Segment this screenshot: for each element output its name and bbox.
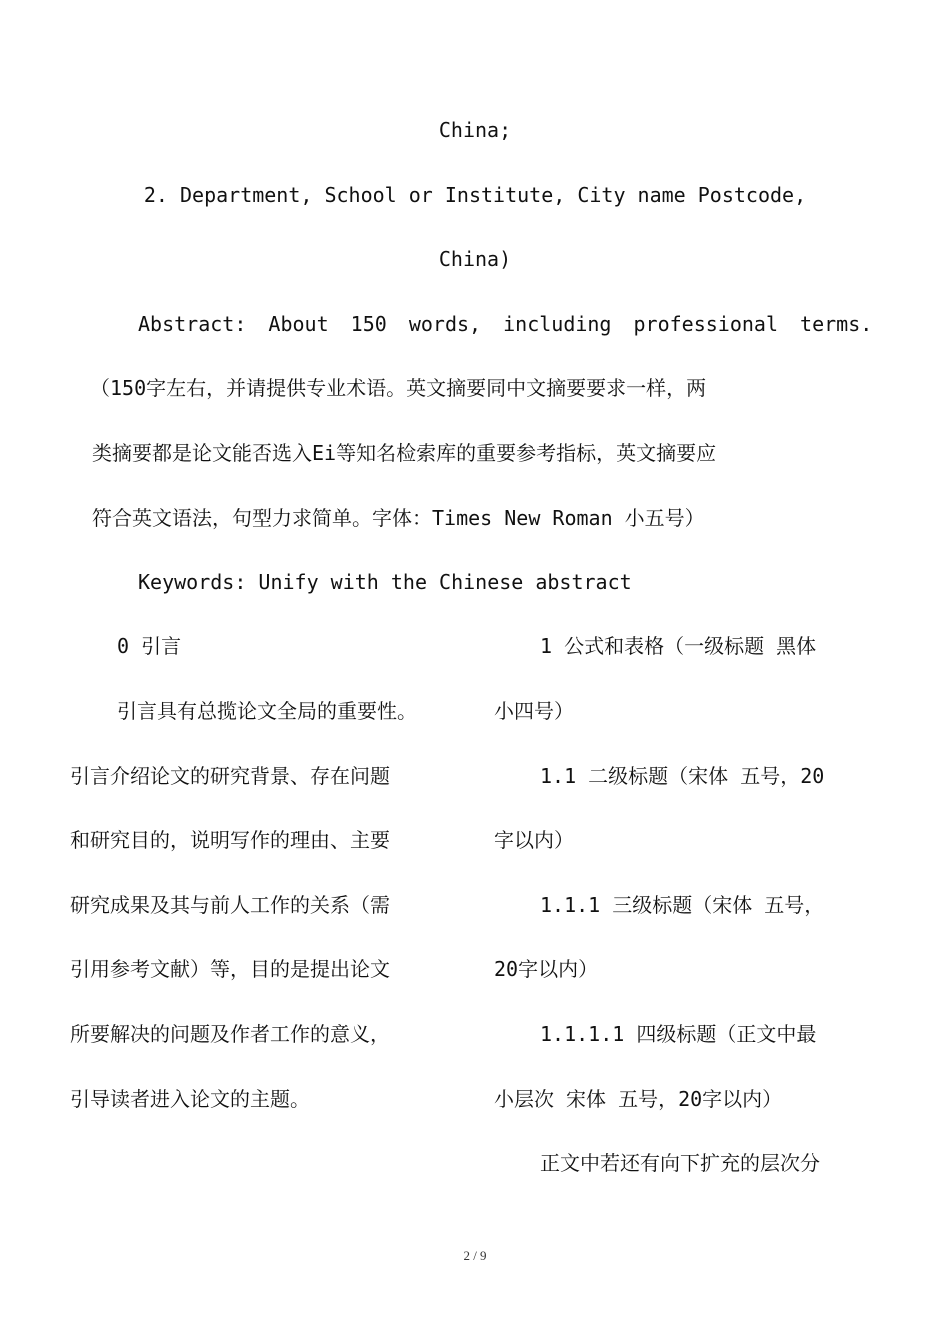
heading-level-1-cont: 小四号） — [494, 699, 574, 723]
intro-text-line: 引言介绍论文的研究背景、存在问题 — [70, 764, 390, 788]
heading-level-4-cont: 小层次 宋体 五号，20字以内） — [494, 1087, 783, 1111]
affiliation-line-3: China) — [438, 247, 512, 271]
heading-level-1: 1 公式和表格（一级标题 黑体 — [540, 634, 817, 658]
affiliation-line-1: China; — [438, 118, 512, 142]
abstract-chinese-line-2: 类摘要都是论文能否选入Ei等知名检索库的重要参考指标，英文摘要应 — [92, 441, 717, 465]
intro-text-line: 和研究目的，说明写作的理由、主要 — [70, 828, 390, 852]
intro-text-line: 研究成果及其与前人工作的关系（需 — [70, 893, 390, 917]
abstract-chinese-line-3: 符合英文语法，句型力求简单。字体：Times New Roman 小五号） — [92, 506, 705, 530]
keywords-line: Keywords: Unify with the Chinese abstract — [138, 570, 632, 594]
body-text-line: 正文中若还有向下扩充的层次分 — [540, 1151, 820, 1175]
intro-text-line: 所要解决的问题及作者工作的意义， — [70, 1022, 390, 1046]
intro-text-line: 引用参考文献）等，目的是提出论文 — [70, 957, 390, 981]
intro-text-line: 引导读者进入论文的主题。 — [70, 1087, 310, 1111]
abstract-chinese-line-1: （150字左右，并请提供专业术语。英文摘要同中文摘要要求一样，两 — [90, 376, 707, 400]
heading-level-3: 1.1.1 三级标题（宋体 五号， — [540, 893, 825, 917]
heading-level-2: 1.1 二级标题（宋体 五号，20 — [540, 764, 825, 788]
abstract-english: Abstract: About 150 words, including professional terms. — [138, 312, 873, 336]
affiliation-line-2: 2. Department, School or Institute, City name Postcode, — [143, 183, 807, 207]
heading-level-3-cont: 20字以内） — [494, 957, 599, 981]
page-number: 2 / 9 — [463, 1248, 487, 1263]
heading-level-2-cont: 字以内） — [494, 828, 574, 852]
intro-text-line: 引言具有总揽论文全局的重要性。 — [117, 699, 417, 723]
heading-level-4: 1.1.1.1 四级标题（正文中最 — [540, 1022, 817, 1046]
section-heading-introduction: 0 引言 — [117, 634, 182, 658]
